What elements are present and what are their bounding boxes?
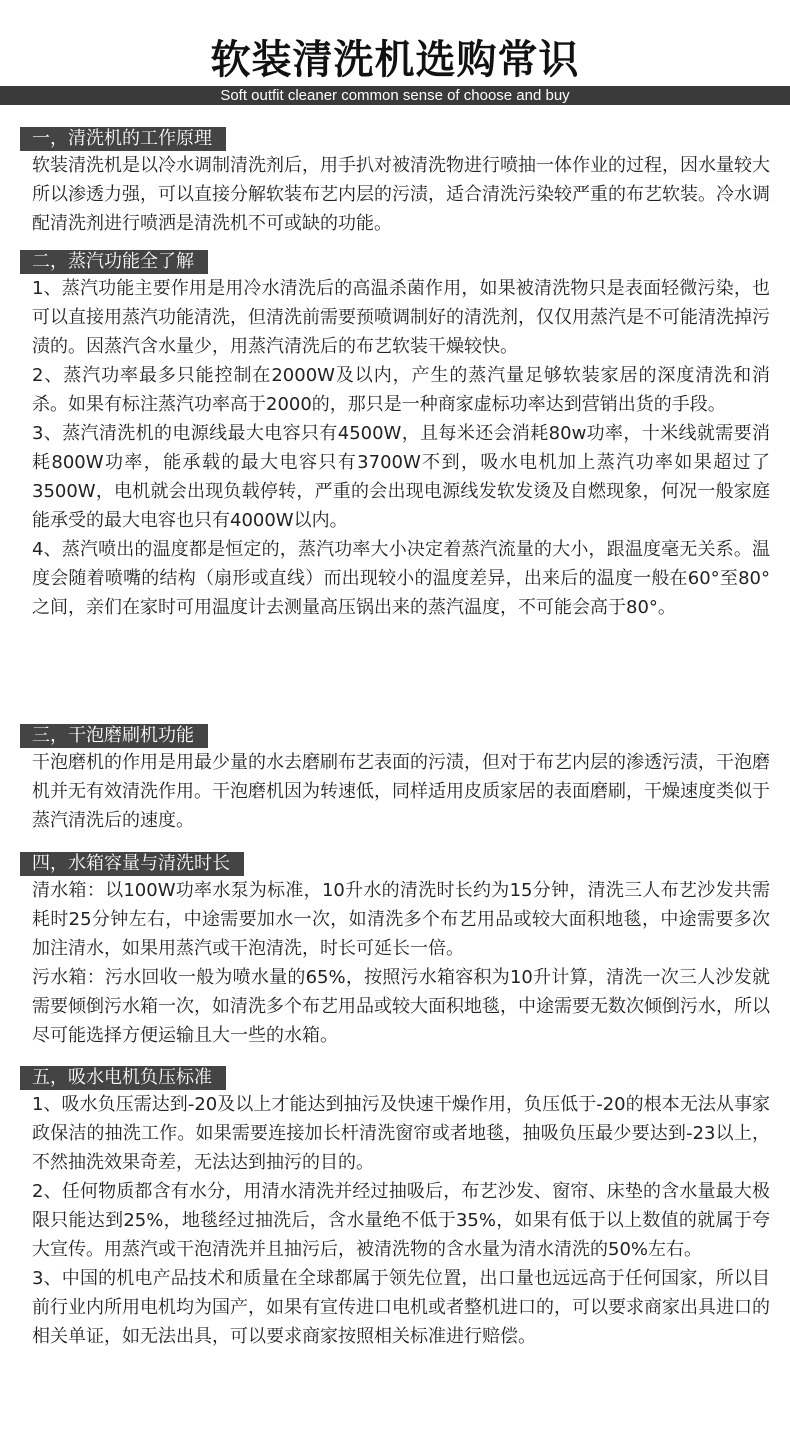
section-suction-motor (20, 1066, 770, 1351)
paragraph: 软装清洗机是以冷水调制清洗剂后，用手扒对被清洗物进行喷抽一体作业的过程，因水量较大所以渗透力强，可以直接分解软装布艺内层的污渍，适合清洗污染较严重的布艺软装。冷水调配清洗剂进行喷洒是清洗机不可或缺的功能。 (32, 155, 770, 234)
section-tank-capacity (20, 852, 770, 1050)
section-heading: 二，蒸汽功能全了解 (20, 250, 208, 274)
section-heading: 三，干泡磨刷机功能 (20, 724, 208, 748)
paragraph: 干泡磨机的作用是用最少量的水去磨刷布艺表面的污渍，但对于布艺内层的渗透污渍，干泡磨机并无有效清洗作用。干泡磨机因为转速低，同样适用皮质家居的表面磨刷，干燥速度类似于蒸汽清洗后的速度。 (32, 752, 770, 831)
section-dry-foam-scrubber (20, 724, 770, 835)
page-title: 软装清洗机选购常识 (210, 37, 580, 83)
section-heading: 五，吸水电机负压标准 (20, 1066, 226, 1090)
section-heading: 四，水箱容量与清洗时长 (20, 852, 244, 876)
paragraph: 4、蒸汽喷出的温度都是恒定的，蒸汽功率大小决定着蒸汽流量的大小，跟温度毫无关系。温度会随着喷嘴的结构（扇形或直线）而出现较小的温度差异，出来后的温度一般在60°至80°之间，亲们在家时可用温度计去测量高压锅出来的蒸汽温度，不可能会高于80°。 (32, 539, 770, 618)
paragraph: 1、蒸汽功能主要作用是用冷水清洗后的高温杀菌作用，如果被清洗物只是表面轻微污染，也可以直接用蒸汽功能清洗，但清洗前需要预喷调制好的清洗剂，仅仅用蒸汽是不可能清洗掉污渍的。因蒸汽含水量少，用蒸汽清洗后的布艺软装干燥较快。 (32, 278, 770, 357)
section-working-principle (20, 127, 770, 238)
paragraph: 污水箱：污水回收一般为喷水量的65%，按照污水箱容积为10升计算，清洗一次三人沙发就需要倾倒污水箱一次，如清洗多个布艺用品或较大面积地毯，中途需要无数次倾倒污水，所以尽可能选择方便运输且大一些的水箱。 (32, 967, 770, 1046)
section-steam-function (20, 250, 770, 622)
paragraph: 3、中国的机电产品技术和质量在全球都属于领先位置，出口量也远远高于任何国家，所以目前行业内所用电机均为国产，如果有宣传进口电机或者整机进口的，可以要求商家出具进口的相关单证，如无法出具，可以要求商家按照相关标准进行赔偿。 (32, 1268, 770, 1347)
subtitle-banner: Soft outfit cleaner common sense of choose and buy (0, 86, 790, 105)
paragraph: 2、任何物质都含有水分，用清水清洗并经过抽吸后，布艺沙发、窗帘、床垫的含水量最大极限只能达到25%，地毯经过抽洗后，含水量绝不低于35%，如果有低于以上数值的就属于夸大宣传。用蒸汽或干泡清洗并且抽污后，被清洗物的含水量为清水清洗的50%左右。 (32, 1181, 770, 1260)
paragraph: 2、蒸汽功率最多只能控制在2000W及以内，产生的蒸汽量足够软装家居的深度清洗和消杀。如果有标注蒸汽功率高于2000的，那只是一种商家虚标功率达到营销出货的手段。 (32, 365, 770, 415)
paragraph: 清水箱：以100W功率水泵为标准，10升水的清洗时长约为15分钟，清洗三人布艺沙发共需耗时25分钟左右，中途需要加水一次，如清洗多个布艺用品或较大面积地毯，中途需要多次加注清水，如果用蒸汽或干泡清洗，时长可延长一倍。 (32, 880, 770, 959)
section-heading: 一，清洗机的工作原理 (20, 127, 226, 151)
paragraph: 3、蒸汽清洗机的电源线最大电容只有4500W，且每米还会消耗80w功率，十米线就需要消耗800W功率，能承载的最大电容只有3700W不到，吸水电机加上蒸汽功率如果超过了3500W，电机就会出现负载停转，严重的会出现电源线发软发烫及自燃现象，何况一般家庭能承受的最大电容也只有4000W以内。 (32, 423, 770, 531)
paragraph: 1、吸水负压需达到-20及以上才能达到抽污及快速干燥作用，负压低于-20的根本无法从事家政保洁的抽洗工作。如果需要连接加长杆清洗窗帘或者地毯，抽吸负压最少要达到-23以上，不然抽洗效果奇差，无法达到抽污的目的。 (32, 1094, 770, 1173)
